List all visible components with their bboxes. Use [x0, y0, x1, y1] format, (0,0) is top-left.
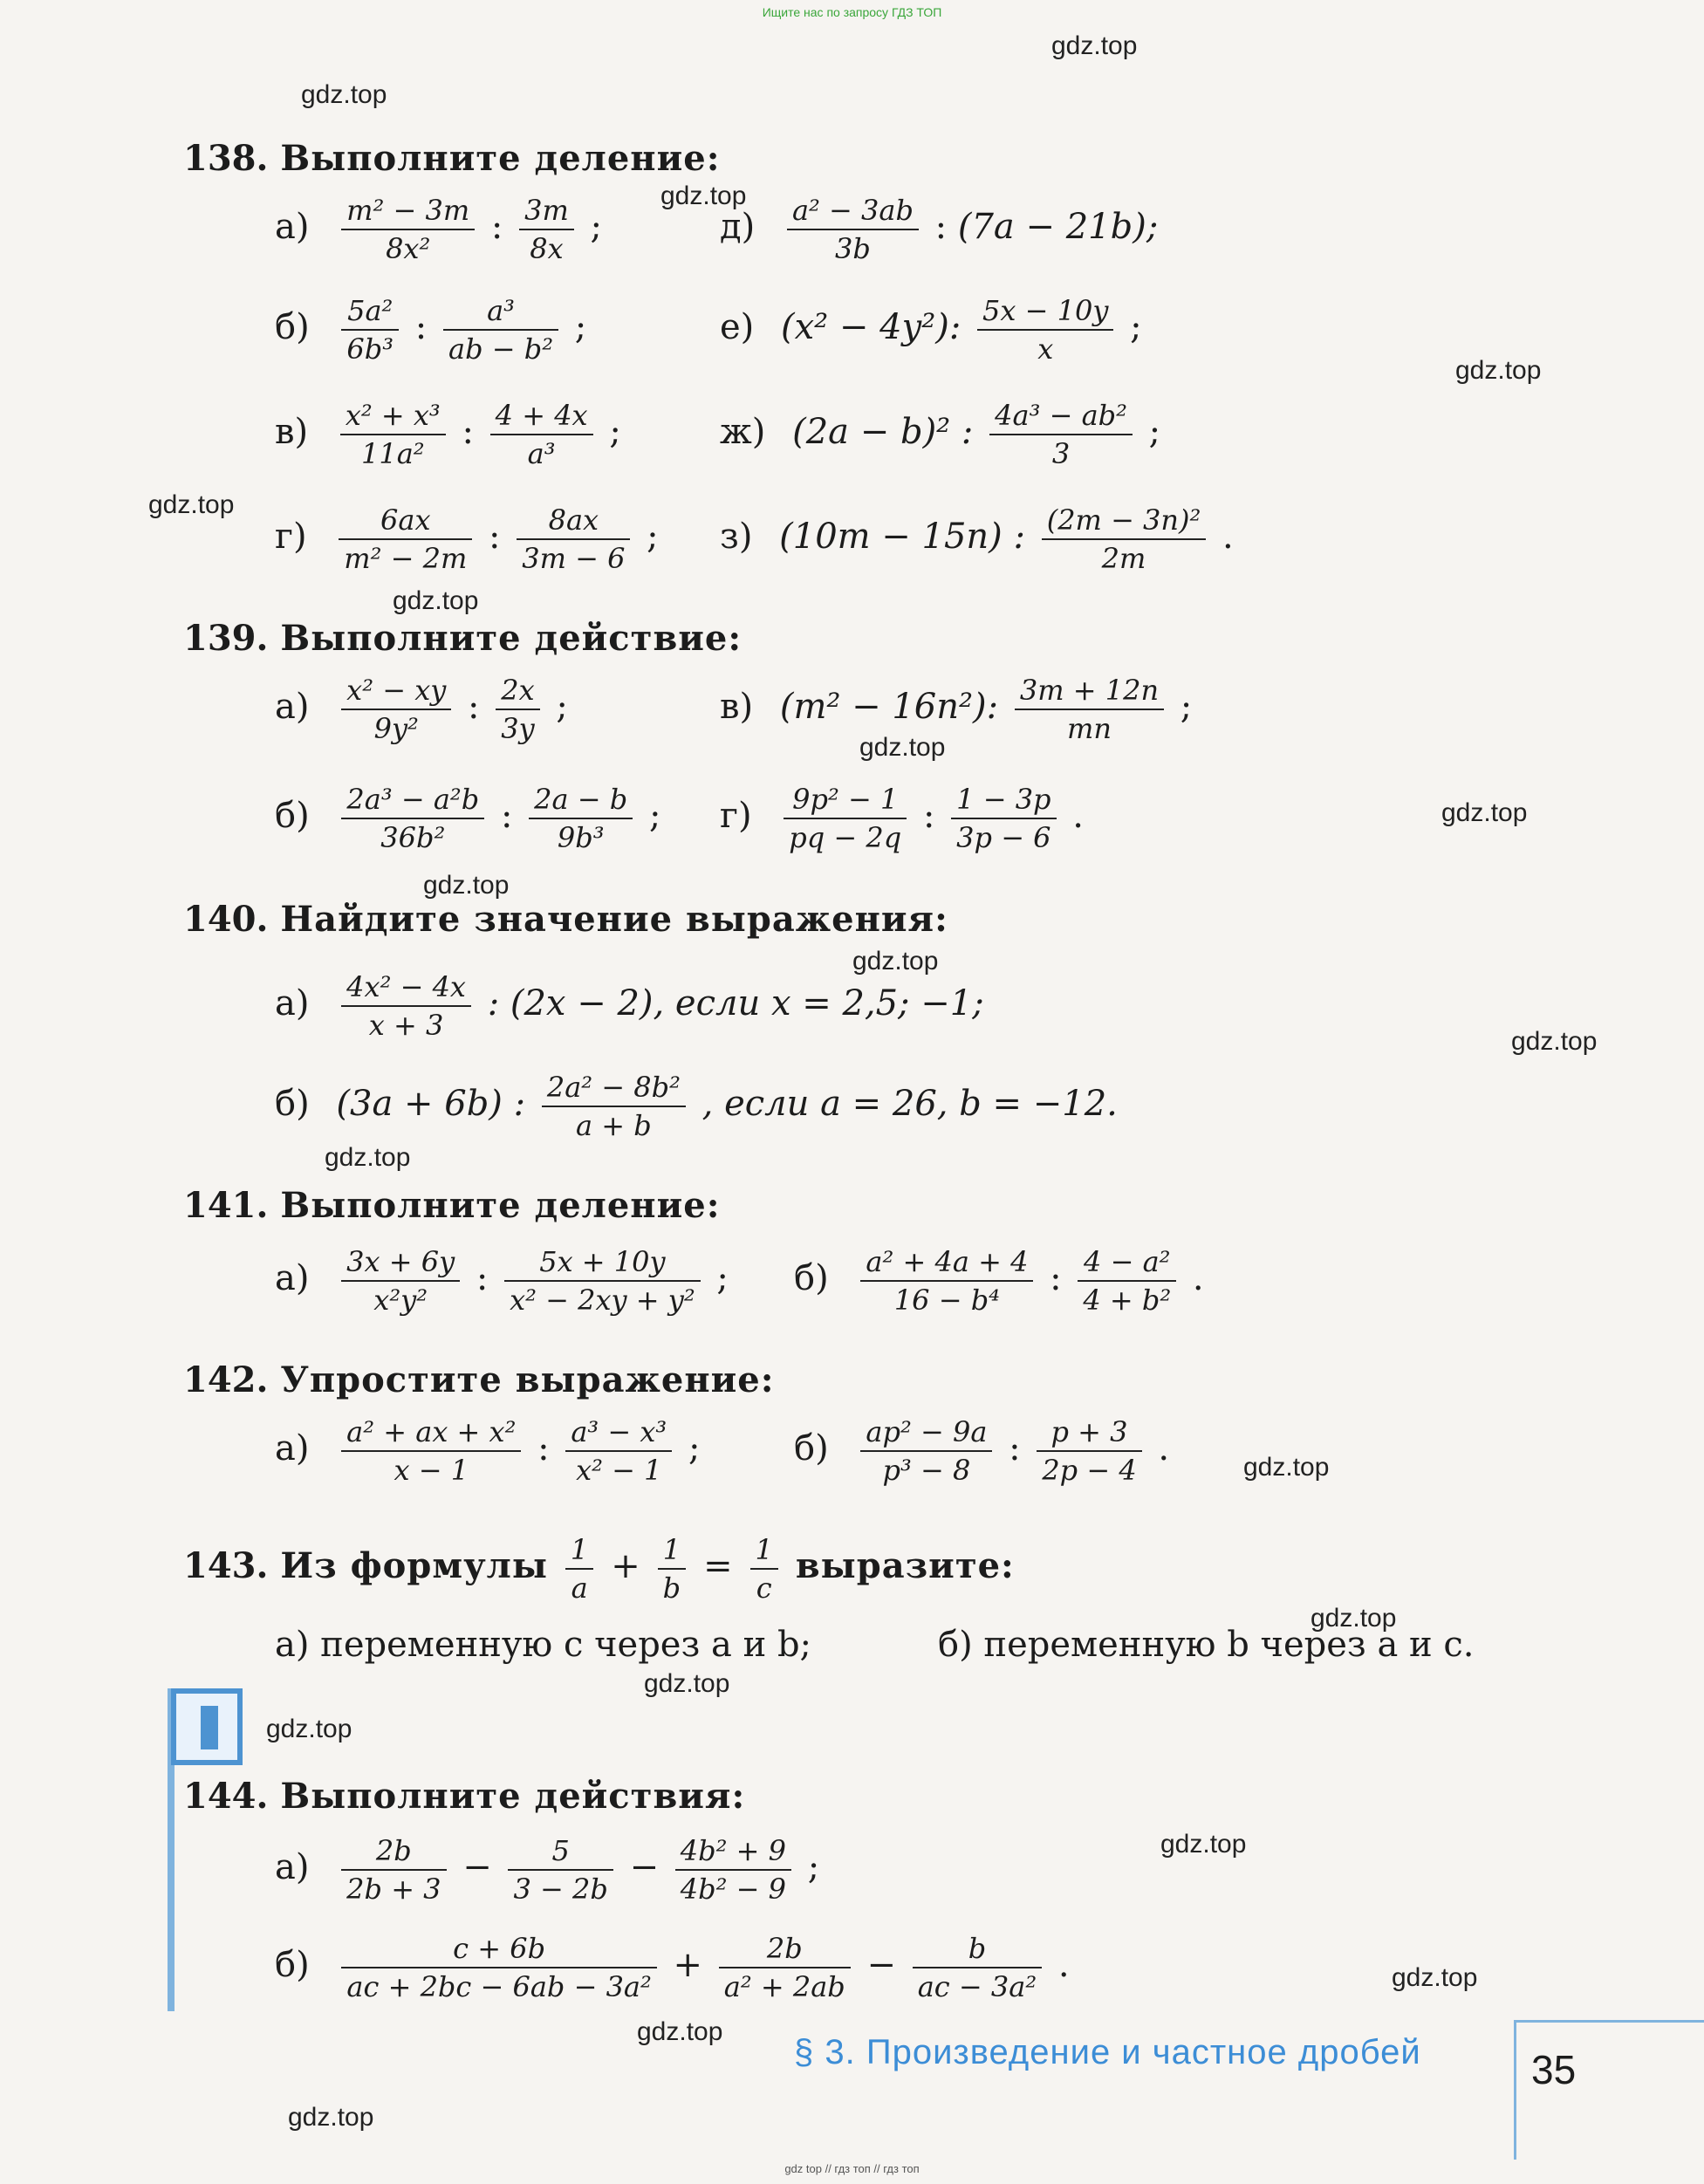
fraction: $\frac{8ax}{3m - 6}$: [517, 502, 630, 577]
watermark: gdz.top: [148, 490, 235, 519]
fraction: $\frac{2b}{2b + 3}$: [341, 1832, 446, 1907]
problem-140-a: а) $\frac{\text{4x² − 4x}}{x + 3}$ : (2x − 2), если x = 2,5; −1;: [275, 970, 984, 1042]
problem-138-a: а) $\frac{\text{m² − 3m}}{\text{8x²}}$ : $\frac{3m}{8x}$ ;: [275, 194, 603, 265]
footer-links[interactable]: gdz top // гдз топ // гдз топ: [784, 2162, 920, 2175]
fraction: $\frac{\text{m² − 3m}}{\text{8x²}}$: [341, 192, 475, 267]
problem-number: 142.: [183, 1359, 269, 1400]
watermark: gdz.top: [1455, 356, 1542, 385]
item-label: в): [275, 412, 309, 452]
watermark: gdz.top: [1311, 1604, 1397, 1633]
problem-139-b: б) $\frac{\text{2a³ − a²b}}{\text{36b²}}$ : $\frac{2a - b}{\text{9b³}}$ ;: [275, 783, 661, 854]
watermark: gdz.top: [1160, 1830, 1247, 1859]
watermark: gdz.top: [644, 1669, 730, 1698]
problem-140-heading: [183, 899, 948, 940]
fraction: $\frac{3m}{8x}$: [519, 192, 574, 267]
page-number: 35: [1531, 2047, 1577, 2092]
problem-138-e: е) (x² − 4y²): $\frac{5x - 10y}{x}$ ;: [720, 294, 1142, 366]
watermark: gdz.top: [1051, 31, 1138, 60]
fraction: $\frac{\text{4 − a²}}{\text{4 + b²}}$: [1078, 1243, 1176, 1318]
watermark: gdz.top: [266, 1715, 352, 1743]
item-label: ж): [720, 412, 766, 452]
problem-138-b: б) $\frac{\text{5a²}}{\text{6b³}}$ : $\frac{\text{a³}}{\text{ab − b²}}$ ;: [275, 294, 587, 366]
fraction: $\frac{2x}{3y}$: [496, 672, 539, 747]
fraction: $\frac{c + 6b}{\text{ac + 2bc − 6ab − 3a²}}$: [341, 1930, 656, 2005]
item-label: б): [275, 1945, 310, 1985]
watermark: gdz.top: [1243, 1453, 1330, 1482]
watermark: gdz.top: [1392, 1963, 1478, 1992]
fraction: $\frac{1}{c}$: [750, 1531, 778, 1606]
fraction: $\frac{\text{9p² − 1}}{pq - 2q}$: [784, 781, 907, 856]
problem-138-g: г) $\frac{6ax}{\text{m² − 2m}}$ : $\frac{8ax}{3m - 6}$ ;: [275, 503, 659, 575]
fraction: $\frac{\text{4b² + 9}}{\text{4b² − 9}}$: [675, 1832, 791, 1907]
problem-144-b: б) $\frac{c + 6b}{\text{ac + 2bc − 6ab − 3a²}}$ + $\frac{2b}{\text{a² + 2ab}}$ − $\frac{b}{\text{ac − 3a²}}$ .: [275, 1932, 1070, 2003]
watermark: gdz.top: [1441, 798, 1528, 827]
problem-141-a: а) $\frac{3x + 6y}{\text{x²y²}}$ : $\frac{5x + 10y}{\text{x² − 2xy + y²}}$ ;: [275, 1245, 729, 1317]
watermark: gdz.top: [637, 2017, 723, 2046]
watermark: gdz.top: [852, 947, 939, 976]
problem-title: Из формулы: [280, 1545, 548, 1586]
problem-144-heading: [183, 1776, 745, 1817]
fraction: $\frac{6ax}{\text{m² − 2m}}$: [339, 502, 472, 577]
problem-number: 140.: [183, 899, 269, 940]
problem-144-a: а) $\frac{2b}{2b + 3}$ − $\frac{5}{3 - 2b}$ − $\frac{\text{4b² + 9}}{\text{4b² − 9}}$ ;: [275, 1834, 820, 1906]
fraction: $\frac{\text{5a²}}{\text{6b³}}$: [341, 292, 399, 367]
item-label: г): [275, 517, 307, 557]
fraction: $\frac{\text{x² + x³}}{\text{11a²}}$: [340, 397, 446, 472]
item-label: а): [275, 687, 310, 727]
fraction: $\frac{\text{4x² − 4x}}{x + 3}$: [341, 969, 471, 1044]
watermark: gdz.top: [288, 2103, 374, 2132]
fraction: $\frac{\text{2a² − 8b²}}{a + b}$: [542, 1069, 686, 1144]
fraction: $\frac{3m + 12n}{mn}$: [1015, 672, 1164, 747]
problem-139-a: а) $\frac{\text{x² − xy}}{\text{9y²}}$ : $\frac{2x}{3y}$ ;: [275, 674, 568, 745]
problem-141-b: б) $\frac{\text{a² + 4a + 4}}{\text{16 − b⁴}}$ : $\frac{\text{4 − a²}}{\text{4 + b²}}$ .: [794, 1245, 1204, 1317]
item-label: г): [720, 796, 752, 836]
advanced-level-icon: [171, 1688, 243, 1765]
fraction: $\frac{\text{(2m − 3n)²}}{2m}$: [1042, 502, 1207, 577]
item-label: а): [275, 1428, 310, 1469]
fraction: $\frac{\text{2a³ − a²b}}{\text{36b²}}$: [341, 781, 484, 856]
item-label: а): [275, 1258, 310, 1298]
fraction: $\frac{3x + 6y}{\text{x²y²}}$: [341, 1243, 460, 1318]
fraction: $\frac{b}{\text{ac − 3a²}}$: [913, 1930, 1042, 2005]
fraction: $\frac{\text{a² + ax + x²}}{x - 1}$: [341, 1414, 521, 1489]
problem-title: Выполните действия:: [280, 1776, 746, 1817]
fraction: $\frac{\text{ap² − 9a}}{\text{p³ − 8}}$: [860, 1414, 992, 1489]
item-label: а): [275, 983, 310, 1024]
problem-title: Выполните деление:: [280, 1185, 721, 1226]
fraction: $\frac{\text{4a³ − ab²}}{3}$: [989, 397, 1133, 472]
problem-number: 143.: [183, 1545, 269, 1586]
watermark: gdz.top: [325, 1143, 411, 1172]
watermark: gdz.top: [301, 80, 387, 109]
problem-title: Выполните действие:: [280, 618, 743, 659]
fraction: $\frac{\text{a³}}{\text{ab − b²}}$: [443, 292, 558, 367]
watermark: gdz.top: [393, 586, 479, 615]
fraction: $\frac{1}{a}$: [565, 1531, 593, 1606]
watermark: gdz.top: [1511, 1027, 1598, 1056]
problem-139-v: в) (m² − 16n²): $\frac{3m + 12n}{mn}$ ;: [720, 674, 1193, 745]
section-title: § 3. Произведение и частное дробей: [794, 2033, 1421, 2071]
fraction: $\frac{p + 3}{2p - 4}$: [1037, 1414, 1141, 1489]
watermark: gdz.top: [423, 871, 510, 900]
fraction: $\frac{\text{a³ − x³}}{\text{x² − 1}}$: [565, 1414, 672, 1489]
fraction: $\frac{2b}{\text{a² + 2ab}}$: [719, 1930, 851, 2005]
problem-title: Найдите значение выражения:: [280, 899, 948, 940]
problem-138-z: з) (10m − 15n) : $\frac{\text{(2m − 3n)²}}{2m}$ .: [720, 503, 1234, 575]
fraction: $\frac{5}{3 - 2b}$: [508, 1832, 612, 1907]
problem-139-heading: [183, 618, 742, 659]
problem-number: 139.: [183, 618, 269, 659]
problem-number: 141.: [183, 1185, 269, 1226]
fraction: $\frac{\text{a² − 3ab}}{3b}$: [787, 192, 919, 267]
problem-title: Упростите выражение:: [280, 1359, 775, 1400]
fraction: $\frac{5x - 10y}{x}$: [977, 292, 1113, 367]
problem-138-heading: [183, 138, 720, 179]
problem-139-g: г) $\frac{\text{9p² − 1}}{pq - 2q}$ : $\frac{1 - 3p}{3p - 6}$ .: [720, 783, 1084, 854]
fraction: $\frac{1}{b}$: [658, 1531, 686, 1606]
fraction: $\frac{\text{x² − xy}}{\text{9y²}}$: [341, 672, 451, 747]
problem-title: Выполните деление:: [280, 138, 721, 179]
problem-143-b: б) переменную b через a и c.: [938, 1625, 1475, 1665]
problem-138-v: в) $\frac{\text{x² + x³}}{\text{11a²}}$ : $\frac{4 + 4x}{\text{a³}}$ ;: [275, 399, 621, 470]
fraction: $\frac{4 + 4x}{\text{a³}}$: [490, 397, 593, 472]
problem-138-zh: ж) (2a − b)² : $\frac{\text{4a³ − ab²}}{3}$ ;: [720, 399, 1161, 470]
item-label: а): [275, 1847, 310, 1887]
fraction: $\frac{1 - 3p}{3p - 6}$: [951, 781, 1056, 856]
item-label: е): [720, 307, 755, 347]
problem-142-heading: [183, 1359, 775, 1400]
item-label: б): [794, 1428, 829, 1469]
watermark: gdz.top: [859, 733, 946, 762]
watermark: gdz.top: [660, 181, 747, 210]
problem-142-a: а) $\frac{\text{a² + ax + x²}}{x - 1}$ : $\frac{\text{a³ − x³}}{\text{x² − 1}}$ ;: [275, 1415, 701, 1487]
fraction: $\frac{5x + 10y}{\text{x² − 2xy + y²}}$: [504, 1243, 701, 1318]
problem-143-a: а) переменную c через a и b;: [275, 1625, 812, 1665]
problem-140-b: б) (3a + 6b) : $\frac{\text{2a² − 8b²}}{a + b}$ , если a = 26, b = −12.: [275, 1071, 1118, 1142]
problem-number: 138.: [183, 138, 269, 179]
problem-number: 144.: [183, 1776, 269, 1817]
item-label: б): [275, 796, 310, 836]
item-label: з): [720, 517, 753, 557]
item-label: б): [275, 1084, 310, 1124]
fraction: $\frac{2a - b}{\text{9b³}}$: [529, 781, 633, 856]
problem-142-b: б) $\frac{\text{ap² − 9a}}{\text{p³ − 8}}$ : $\frac{p + 3}{2p - 4}$ .: [794, 1415, 1170, 1487]
problem-143-heading: 143. Из формулы $\frac{1}{a}$ + $\frac{1}{b}$ = $\frac{1}{c}$ выразите:: [183, 1533, 1015, 1605]
item-label: б): [275, 307, 310, 347]
fraction: $\frac{\text{a² + 4a + 4}}{\text{16 − b⁴}}$: [860, 1243, 1033, 1318]
item-label: в): [720, 687, 754, 727]
item-label: д): [720, 207, 756, 247]
item-label: а): [275, 207, 310, 247]
problem-138-d: д) $\frac{\text{a² − 3ab}}{3b}$ : (7a − 21b);: [720, 194, 1159, 265]
problem-141-heading: [183, 1185, 720, 1226]
item-label: б): [794, 1258, 829, 1298]
promo-text[interactable]: Ищите нас по запросу ГДЗ ТОП: [762, 5, 942, 19]
